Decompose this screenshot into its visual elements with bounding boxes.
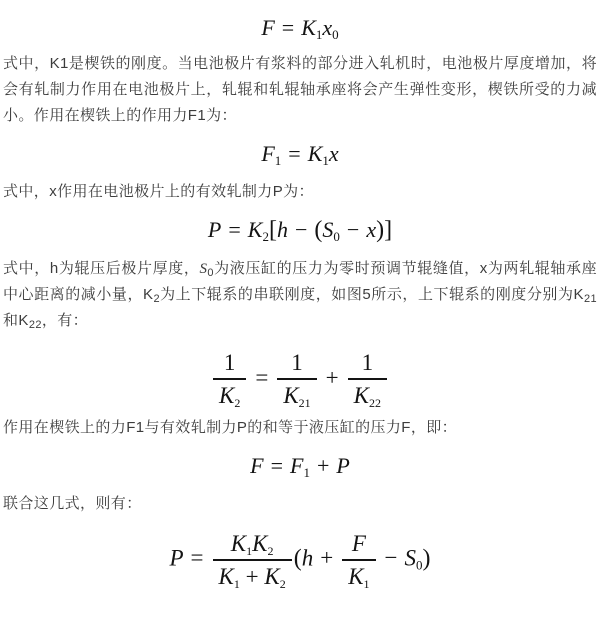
math-bracket: [ bbox=[268, 217, 277, 243]
math-denominator: $K_1 + K_2$ bbox=[218, 563, 286, 591]
math-var: x bbox=[322, 15, 333, 40]
math-var-inline: S bbox=[199, 261, 208, 277]
paragraph-effective-rolling-force: 式中，x作用在电池极片上的有效轧制力P为： bbox=[3, 183, 314, 200]
math-operator: + bbox=[316, 452, 330, 478]
math-denominator: $K_{21}$ bbox=[283, 383, 311, 411]
math-subscript-inline: 21 bbox=[583, 293, 597, 305]
math-operator: = bbox=[270, 452, 284, 478]
math-subscript: 1 bbox=[274, 153, 282, 168]
math-fraction bbox=[213, 530, 292, 591]
math-var: x bbox=[328, 141, 339, 166]
math-subscript: 0 bbox=[333, 229, 340, 244]
math-var: h bbox=[301, 545, 314, 571]
math-numerator: 1 bbox=[348, 349, 387, 380]
math-var: S bbox=[404, 545, 417, 571]
text-run: 和K bbox=[3, 312, 29, 329]
math-var: h bbox=[276, 217, 288, 242]
math-var: F bbox=[261, 15, 275, 40]
text-run: 式中，h为辊压后极片厚度， bbox=[3, 260, 200, 277]
math-operator: − bbox=[384, 545, 398, 571]
document-page bbox=[0, 15, 600, 623]
math-subscript: 2 bbox=[262, 229, 269, 244]
formula-force-sum bbox=[0, 453, 600, 479]
math-fraction bbox=[213, 349, 246, 410]
math-denominator: $K_{22}$ bbox=[353, 383, 381, 411]
math-var: F bbox=[290, 452, 304, 478]
math-subscript: 0 bbox=[416, 557, 423, 573]
math-operator: = bbox=[288, 141, 301, 166]
math-numerator: 1 bbox=[277, 349, 316, 380]
formula-final-rolling-force bbox=[0, 530, 600, 591]
paragraph-wedge-stiffness: 式中，K1是楔铁的刚度。当电池极片有浆料的部分进入轧机时，电池极片厚度增加，将会有轧制力作用在电池极片上，轧辊和轧辊轴承座将会产生弹性变形，楔铁所受的力减小。作用在楔铁上的作用力F1为： bbox=[3, 55, 597, 124]
math-subscript: 1 bbox=[315, 27, 323, 42]
math-operator: = bbox=[255, 364, 269, 390]
math-var: S bbox=[322, 217, 334, 242]
math-numerator: 1 bbox=[213, 349, 246, 380]
math-subscript: 1 bbox=[322, 153, 329, 168]
math-denominator: $K_1$ bbox=[348, 563, 370, 591]
math-var: P bbox=[207, 217, 222, 242]
math-paren: ( bbox=[293, 545, 302, 572]
math-var: K bbox=[247, 217, 263, 242]
math-fraction bbox=[277, 349, 316, 410]
math-var: x bbox=[366, 217, 377, 242]
math-var: F bbox=[250, 452, 264, 478]
formula-series-stiffness bbox=[0, 349, 600, 410]
formula-wedge-acting-force bbox=[0, 141, 600, 167]
math-subscript: 0 bbox=[332, 27, 339, 42]
math-var: K bbox=[301, 15, 316, 40]
math-paren: ( bbox=[314, 217, 323, 243]
math-operator: + bbox=[320, 545, 334, 571]
paragraph-roll-gap-stiffness bbox=[0, 256, 600, 334]
math-var: P bbox=[169, 545, 184, 571]
math-subscript: 1 bbox=[303, 464, 310, 480]
math-bracket: ] bbox=[384, 217, 393, 243]
math-operator: = bbox=[228, 217, 241, 242]
math-subscript-inline: 2 bbox=[153, 293, 160, 305]
math-var: K bbox=[307, 141, 323, 166]
math-numerator: F bbox=[342, 530, 375, 561]
formula-wedge-force bbox=[0, 15, 600, 41]
text-run: 为液压缸的压力为零时预调节辊缝值，x为两轧辊轴承座中心距离的减小量，K bbox=[3, 260, 597, 303]
math-operator: − bbox=[346, 217, 360, 242]
math-fraction bbox=[348, 349, 387, 410]
paragraph-force-balance: 作用在楔铁上的力F1与有效轧制力P的和等于液压缸的压力F，即： bbox=[3, 418, 458, 436]
paragraph-combine-equations: 联合这几式，则有： bbox=[3, 494, 142, 512]
math-operator: = bbox=[281, 15, 295, 40]
math-paren: ) bbox=[422, 545, 431, 572]
math-operator: − bbox=[294, 217, 308, 242]
math-denominator: $K_2$ bbox=[219, 383, 241, 411]
text-run: ，有： bbox=[41, 312, 89, 329]
math-operator: + bbox=[325, 364, 339, 390]
formula-rolling-force bbox=[0, 217, 600, 244]
math-var: F bbox=[261, 141, 275, 166]
math-subscript-inline: 22 bbox=[28, 319, 42, 331]
math-fraction bbox=[342, 530, 375, 591]
math-paren: ) bbox=[376, 217, 385, 243]
math-subscript-inline: 0 bbox=[207, 267, 214, 279]
math-var: P bbox=[336, 452, 350, 478]
math-operator: = bbox=[190, 545, 204, 571]
math-numerator: $K_1K_2$ bbox=[213, 530, 292, 561]
text-run: 为上下辊系的串联刚度，如图5所示，上下辊系的刚度分别为K bbox=[159, 286, 584, 303]
